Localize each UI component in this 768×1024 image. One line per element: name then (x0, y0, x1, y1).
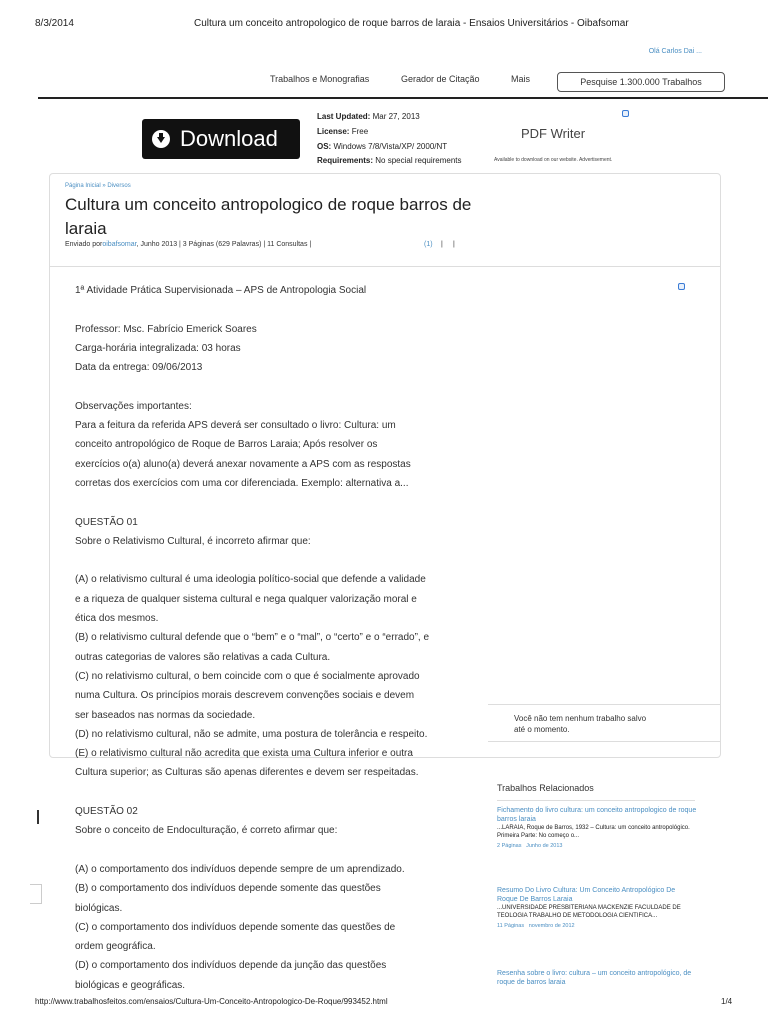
article-line: conceito antropológico de Roque de Barros Laraia; Após resolver os (75, 439, 378, 451)
article-line: biológicas. (75, 902, 123, 914)
article-line: QUESTÃO 01 (75, 516, 138, 528)
nav-item-trabalhos[interactable]: Trabalhos e Monografias (270, 74, 370, 84)
article-line (75, 841, 455, 860)
breadcrumb-home[interactable]: Página Inicial (65, 183, 101, 189)
article-line: QUESTÃO 02 (75, 806, 138, 818)
related-heading: Trabalhos Relacionados (497, 783, 594, 793)
edge-mark (37, 810, 39, 824)
article-line: ética dos mesmos. (75, 613, 159, 625)
article-line: (A) o comportamento dos indivíduos depende sempre de um aprendizado. (75, 863, 405, 875)
ad-product-name[interactable]: PDF Writer (521, 126, 586, 141)
ad-requirements: Requirements: No special requirements (317, 156, 462, 165)
nav-item-mais[interactable]: Mais (511, 74, 531, 84)
breadcrumb: Página Inicial » Diversos (65, 183, 131, 189)
article-line: Sobre o conceito de Endoculturação, é correto afirmar que: (75, 825, 338, 837)
author-link[interactable]: oibafsomar (102, 241, 137, 248)
header-divider (38, 97, 768, 99)
meta-bar: | (441, 241, 443, 248)
article-line: biológicas e geográficas. (75, 979, 186, 991)
article-line: 1ª Atividade Prática Supervisionada – APS de Antropologia Social (75, 285, 367, 296)
page-title: Cultura um conceito antropologico de roque barros de laraia (65, 195, 472, 238)
print-date: 8/3/2014 (35, 18, 74, 29)
article-line: Observações importantes: (75, 400, 192, 412)
adchoices-icon[interactable] (622, 110, 629, 117)
related-item[interactable]: Fichamento do livro cultura: um conceito antropologico de roque barros laraia ...LARAIA, Roque de Barros, 1932 – Cultura: um conceito antropológico. Primeira Parte: No começo o... 2 Páginas Junho de 2013 (497, 807, 697, 849)
ad-last-updated: Last Updated: Mar 27, 2013 (317, 112, 420, 121)
article-line: (D) no relativismo cultural, não se admite, uma postura de tolerância e respeito. (75, 728, 428, 740)
article-line: numa Cultura. Os princípios morais descrevem convenções sociais e devem (75, 690, 415, 702)
article-line: (C) o comportamento dos indivíduos depende somente das questões de (75, 921, 396, 933)
article-line: Para a feitura da referida APS deverá ser consultado o livro: Cultura: um (75, 420, 396, 432)
related-item[interactable]: Resumo Do Livro Cultura: Um Conceito Antropológico De Roque De Barros Laraia ...UNIVERSIDADE PRESBITERIANA MACKENZIE FACULDADE DE TEOLOGIA TRABALHO DE METODOLOGIA CIENTIFICA... 11 Páginas novembro de 2012 (497, 887, 681, 929)
adchoices-icon-2[interactable] (678, 283, 685, 290)
article-line: Cultura superior; as Culturas são apenas diferentes e devem ser respeitadas. (75, 767, 419, 779)
download-arrow-icon (152, 130, 170, 148)
article-body (75, 281, 455, 995)
footer-url: http://www.trabalhosfeitos.com/ensaios/Cultura-Um-Conceito-Antropologico-De-Roque/993452.html (35, 997, 388, 1006)
download-ad-button[interactable] (142, 119, 300, 159)
article-line: outras categorias de valores são relativas a cada Cultura. (75, 651, 331, 663)
nav-item-gerador-citacao[interactable]: Gerador de Citação (401, 74, 480, 84)
ad-license: License: Free (317, 127, 369, 136)
article-line: (D) o comportamento dos indivíduos depende da junção das questões (75, 960, 387, 972)
article-line (75, 377, 455, 396)
edge-fragment (30, 884, 42, 904)
article-line (75, 493, 455, 512)
article-line: Data da entrega: 09/06/2013 (75, 362, 203, 374)
article-line: ser baseados nas normas da sociedade. (75, 709, 256, 721)
user-greeting-link[interactable]: Olá Carlos Dai ... (648, 48, 702, 55)
rating-count[interactable]: (1) (424, 241, 433, 248)
print-title: Cultura um conceito antropologico de roque barros de laraia - Ensaios Universitários - Oibafsomar (194, 18, 629, 29)
article-line: Professor: Msc. Fabrício Emerick Soares (75, 323, 257, 335)
footer-page-number: 1/4 (721, 997, 733, 1006)
article-line: exercícios o(a) aluno(a) deverá anexar novamente a APS com as respostas (75, 458, 411, 470)
article-meta: Enviado poroibafsomar, Junho 2013 | 3 Páginas (629 Palavras) | 11 Consultas | (65, 241, 312, 248)
breadcrumb-section[interactable]: Diversos (107, 183, 131, 189)
article-line: (A) o relativismo cultural é uma ideologia político-social que defende a validade (75, 574, 426, 586)
saved-works-notice: Você não tem nenhum trabalho salvo até o momento. (488, 704, 721, 742)
article-line: Carga-horária integralizada: 03 horas (75, 342, 241, 354)
article-line: (B) o comportamento dos indivíduos depende somente das questões (75, 883, 381, 895)
article-line: (B) o relativismo cultural defende que o “bem” e o “mal”, o “certo” e o “errado”, e (75, 632, 430, 644)
article-line: Sobre o Relativismo Cultural, é incorreto afirmar que: (75, 535, 311, 547)
related-divider (497, 800, 695, 801)
article-line (75, 783, 455, 802)
article-line: (C) no relativismo cultural, o bem coincide com o que é socialmente aprovado (75, 670, 420, 682)
meta-bar-2: | (453, 241, 455, 248)
article-line: corretas dos exercícios com uma cor diferenciada. Exemplo: alternativa a... (75, 477, 409, 489)
ad-os: OS: Windows 7/8/Vista/XP/ 2000/NT (317, 142, 448, 151)
article-line (75, 300, 455, 319)
ad-note: Available to download on our website. Advertisement. (494, 157, 613, 163)
article-line: (E) o relativismo cultural não acredita que exista uma Cultura inferior e outra (75, 748, 413, 760)
card-separator (49, 266, 721, 267)
article-line: e a riqueza de qualquer sistema cultural e nega qualquer valorização moral e (75, 593, 417, 605)
related-item[interactable]: Resenha sobre o livro: cultura – um conceito antropológico, de roque de barros laraia (497, 970, 692, 986)
download-label: Download (180, 126, 278, 151)
search-input[interactable]: Pesquise 1.300.000 Trabalhos (557, 72, 725, 92)
article-line (75, 551, 455, 570)
article-line: ordem geográfica. (75, 941, 156, 953)
